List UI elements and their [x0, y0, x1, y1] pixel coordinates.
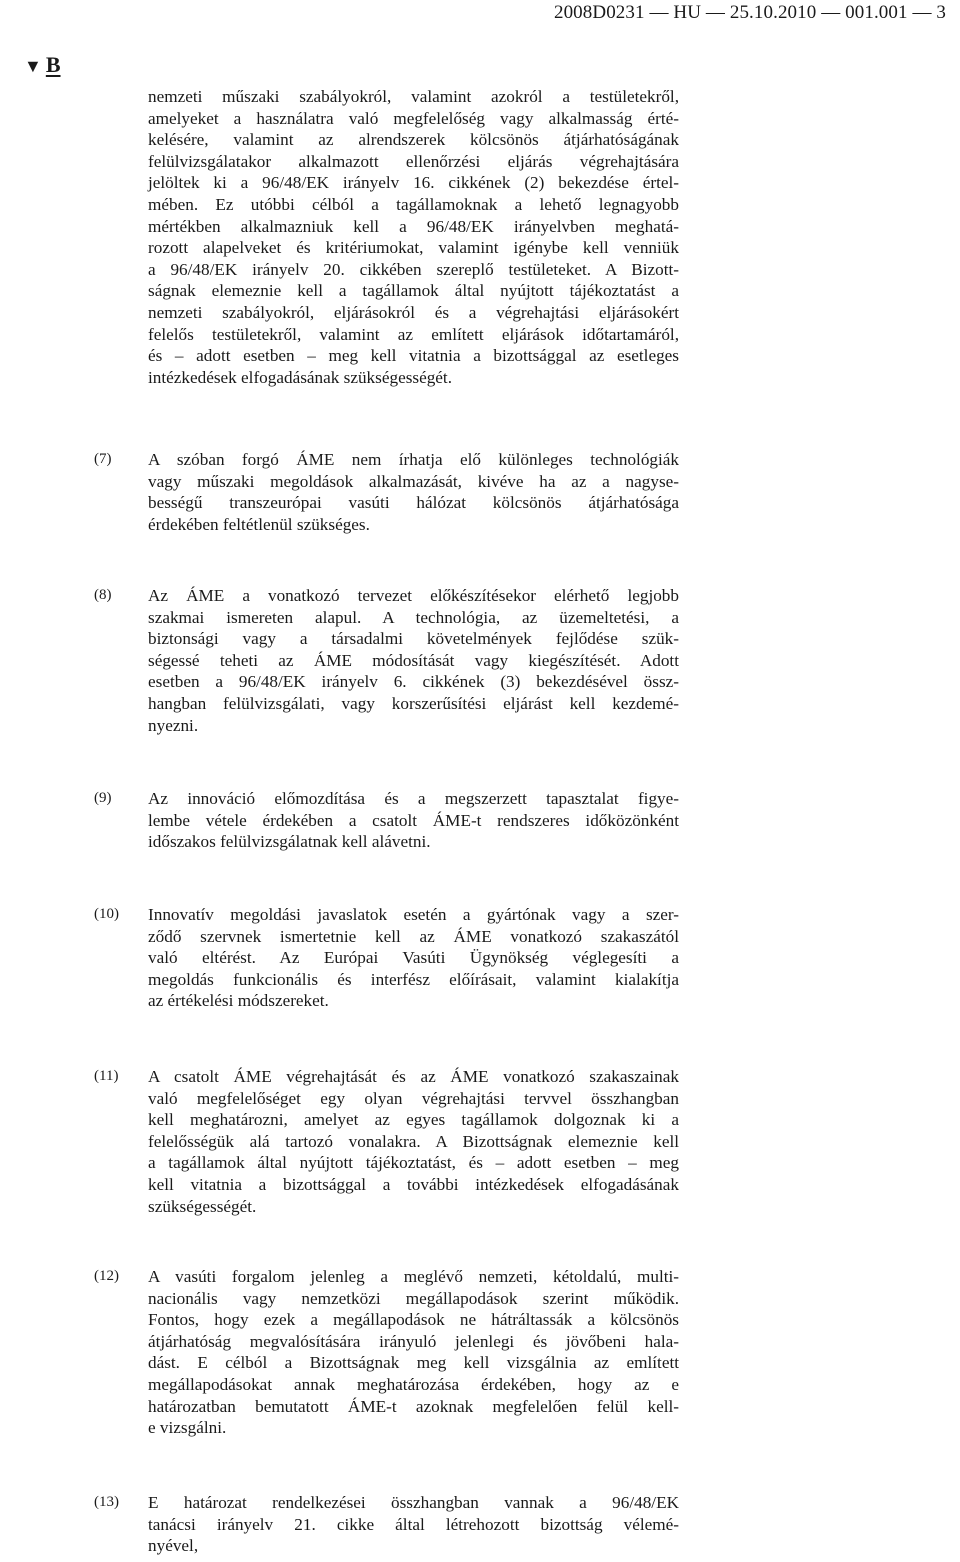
- text-line: nemzeti szabályokról, eljárásokról és a végrehajtási eljárásokért: [148, 302, 679, 322]
- recital-paragraph: [148, 1266, 679, 1439]
- recital-paragraph: [148, 1492, 679, 1557]
- text-line: rozott alapelveket és kritériumokat, valamint igénybe kell venniük: [148, 238, 679, 258]
- text-line: A szóban forgó ÁME nem írhatja elő különleges technológiák: [148, 450, 679, 469]
- text-line: kelésére, valamint az alrendszerek kölcsönös átjárhatóságának: [148, 130, 679, 150]
- text-line: mében. Ez utóbbi célból a tagállamoknak a lehető legnagyobb: [148, 194, 679, 214]
- recital-number: (13): [94, 1494, 119, 1510]
- text-line: a tagállamok által nyújtott tájékoztatást, és – adott esetben – meg: [148, 1153, 679, 1173]
- text-line: A csatolt ÁME végrehajtását és az ÁME vonatkozó szakaszainak: [148, 1067, 679, 1086]
- text-line: esetben a 96/48/EK irányelv 6. cikkének (3) bekezdésével össz-: [148, 672, 679, 692]
- text-line: ségessé teheti az ÁME módosítását vagy kiegészítését. Adott: [148, 650, 679, 670]
- text-line: Fontos, hogy ezek a megállapodások ne hátráltassák a kölcsönös: [148, 1310, 679, 1330]
- text-line: való eltérést. Az Európai Vasúti Ügynökség véglegesíti a: [148, 948, 679, 968]
- marker-label: B: [45, 52, 61, 77]
- text-line: tanácsi irányelv 21. cikke által létrehozott bizottság vélemé-: [148, 1514, 679, 1534]
- text-line: a 96/48/EK irányelv 20. cikkében szereplő testületeket. A Bizott-: [148, 259, 679, 279]
- text-line: időszakos felülvizsgálatnak kell alávetni.: [148, 832, 431, 852]
- text-line: E határozat rendelkezései összhangban vannak a 96/48/EK: [148, 1493, 679, 1512]
- recital-number: (11): [94, 1068, 119, 1084]
- recital-paragraph: [148, 1066, 679, 1217]
- triangle-down-icon: ▼: [24, 56, 42, 76]
- recital-number: (12): [94, 1268, 119, 1284]
- text-line: nacionális vagy nemzetközi megállapodások szerint működik.: [148, 1288, 679, 1308]
- recital-paragraph: [148, 585, 679, 736]
- text-line: az értékelési módszereket.: [148, 991, 329, 1011]
- text-line: dást. E célból a Bizottságnak meg kell vizsgálnia az említett: [148, 1353, 679, 1373]
- text-line: jelöltek ki a 96/48/EK irányelv 16. cikkének (2) bekezdése értel-: [148, 173, 679, 193]
- recital-number: (10): [94, 906, 119, 922]
- text-line: ságnak elemeznie kell a tagállamok által nyújtott tájékoztatást a: [148, 281, 679, 301]
- text-line: Innovatív megoldási javaslatok esetén a gyártónak vagy a szer-: [148, 905, 679, 924]
- text-line: való megfelelőséget egy olyan végrehajtási tervvel összhangban: [148, 1088, 679, 1108]
- text-line: A vasúti forgalom jelenleg a meglévő nemzeti, kétoldalú, multi-: [148, 1267, 679, 1286]
- recital-paragraph: [148, 788, 679, 853]
- text-line: hangban felülvizsgálati, vagy korszerűsítési eljárást kell kezdemé-: [148, 693, 679, 713]
- text-line: ződő szervnek ismertetnie kell az ÁME vonatkozó szakaszától: [148, 926, 679, 946]
- text-line: Az innováció előmozdítása és a megszerzett tapasztalat figye-: [148, 789, 679, 808]
- text-line: szükségességét.: [148, 1196, 257, 1216]
- text-line: lembe vétele érdekében a csatolt ÁME-t rendszeres időközönként: [148, 810, 679, 830]
- text-line: megoldás funkcionális és interfész előírásait, valamint kialakítja: [148, 969, 679, 989]
- intro-paragraph: [148, 86, 679, 388]
- text-line: felülvizsgálatakor alkalmazott ellenőrzési eljárás végrehajtására: [148, 151, 679, 171]
- text-line: nyezni.: [148, 715, 199, 735]
- text-line: nemzeti műszaki szabályokról, valamint azokról a testületekről,: [148, 87, 679, 106]
- text-line: biztonsági vagy a társadalmi követelmények fejlődése szük-: [148, 629, 679, 649]
- text-line: intézkedések elfogadásának szükségességét.: [148, 367, 452, 387]
- text-line: és – adott esetben – meg kell vitatnia a bizottsággal az esetleges: [148, 346, 679, 366]
- text-line: Az ÁME a vonatkozó tervezet előkészítésekor elérhető legjobb: [148, 586, 679, 605]
- text-line: átjárhatóság megvalósítására irányuló jelenlegi és jövőbeni hala-: [148, 1331, 679, 1351]
- text-line: felelős testületekről, valamint az említett eljárások időtartamáról,: [148, 324, 679, 344]
- text-line: nyével,: [148, 1536, 199, 1556]
- text-line: szakmai ismereten alapul. A technológia, az üzemeltetési, a: [148, 607, 679, 627]
- recital-number: (9): [94, 790, 112, 806]
- text-line: vagy műszaki megoldások alkalmazását, kivéve ha az a nagyse-: [148, 471, 679, 491]
- text-line: érdekében feltétlenül szükséges.: [148, 514, 370, 534]
- recital-paragraph: [148, 904, 679, 1012]
- text-line: mértékben alkalmazniuk kell a 96/48/EK irányelvben meghatá-: [148, 216, 679, 236]
- recital-paragraph: [148, 449, 679, 535]
- text-line: e vizsgálni.: [148, 1418, 227, 1438]
- text-line: határozatban bemutatott ÁME-t azoknak megfelelően felül kell-: [148, 1396, 679, 1416]
- text-line: bességű transzeurópai vasúti hálózat kölcsönös átjárhatósága: [148, 493, 679, 513]
- text-line: felelősségük alá tartozó vonalakra. A Bizottságnak elemeznie kell: [148, 1131, 679, 1151]
- text-line: megállapodásokat annak meghatározása érdekében, hogy az e: [148, 1374, 679, 1394]
- page-header: 2008D0231 — HU — 25.10.2010 — 001.001 — 3: [553, 2, 946, 23]
- recital-number: (7): [94, 451, 112, 467]
- amendment-marker: [24, 52, 61, 78]
- text-line: kell meghatározni, amelyet az egyes tagállamok dolgoznak ki a: [148, 1110, 679, 1130]
- recital-number: (8): [94, 587, 112, 603]
- text-line: amelyeket a használatra való megfelelőség vagy alkalmasság érté-: [148, 108, 679, 128]
- text-line: kell vitatnia a bizottsággal a további intézkedések elfogadásának: [148, 1174, 679, 1194]
